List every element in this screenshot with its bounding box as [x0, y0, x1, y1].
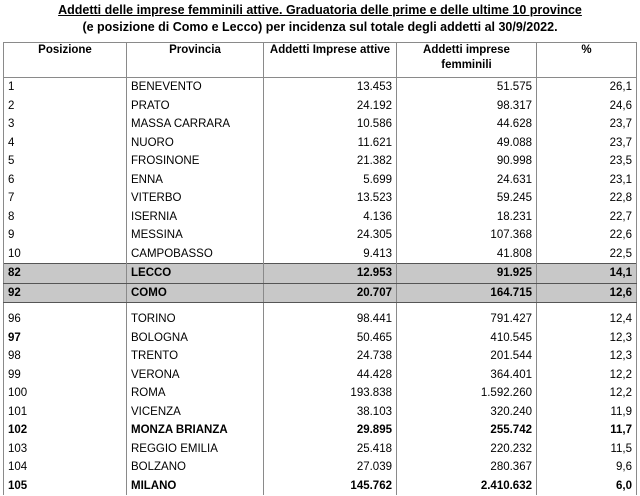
table-row [4, 477, 637, 496]
cell-posizione: 105 [4, 477, 127, 496]
cell-posizione: 10 [4, 245, 127, 264]
cell-addetti-femminili: 410.545 [397, 329, 537, 348]
table-body [4, 78, 637, 496]
cell-addetti-femminili: 320.240 [397, 403, 537, 422]
cell-addetti-femminili: 164.715 [397, 283, 537, 303]
cell-percent: 9,6 [537, 458, 637, 477]
cell-provincia: BOLOGNA [127, 329, 264, 348]
table-row [4, 245, 637, 264]
cell-addetti-femminili: 91.925 [397, 264, 537, 284]
cell-addetti-femminili: 98.317 [397, 97, 537, 116]
cell-posizione: 82 [4, 264, 127, 284]
table-header-row [4, 43, 637, 78]
cell-addetti-femminili: 59.245 [397, 189, 537, 208]
table-row [4, 366, 637, 385]
cell-percent: 24,6 [537, 97, 637, 116]
cell-addetti-attive: 50.465 [264, 329, 397, 348]
cell-percent: 22,8 [537, 189, 637, 208]
cell-percent: 14,1 [537, 264, 637, 284]
cell-percent: 22,6 [537, 226, 637, 245]
cell-addetti-attive: 25.418 [264, 440, 397, 459]
cell-addetti-femminili: 280.367 [397, 458, 537, 477]
cell-provincia: LECCO [127, 264, 264, 284]
cell-addetti-attive: 4.136 [264, 208, 397, 227]
cell-posizione: 8 [4, 208, 127, 227]
cell-addetti-femminili: 201.544 [397, 347, 537, 366]
separator-cell [537, 303, 637, 311]
table-row [4, 78, 637, 97]
table-row [4, 208, 637, 227]
cell-provincia: BOLZANO [127, 458, 264, 477]
cell-percent: 12,2 [537, 366, 637, 385]
cell-addetti-attive: 13.523 [264, 189, 397, 208]
cell-posizione: 102 [4, 421, 127, 440]
cell-addetti-attive: 193.838 [264, 384, 397, 403]
cell-addetti-attive: 5.699 [264, 171, 397, 190]
cell-percent: 23,5 [537, 152, 637, 171]
header-percent: % [537, 43, 637, 78]
separator-cell [264, 303, 397, 311]
cell-provincia: VITERBO [127, 189, 264, 208]
cell-percent: 12,4 [537, 310, 637, 329]
cell-posizione: 101 [4, 403, 127, 422]
separator-cell [4, 303, 127, 311]
cell-posizione: 104 [4, 458, 127, 477]
title-line-2: (e posizione di Como e Lecco) per incidenza sul totale degli addetti al 30/9/2022. [82, 20, 558, 34]
cell-percent: 11,5 [537, 440, 637, 459]
table-row [4, 403, 637, 422]
cell-addetti-attive: 24.305 [264, 226, 397, 245]
cell-posizione: 5 [4, 152, 127, 171]
cell-posizione: 6 [4, 171, 127, 190]
header-addetti-femminili: Addetti imprese femminili [397, 43, 537, 78]
header-provincia: Provincia [127, 43, 264, 78]
cell-percent: 12,3 [537, 329, 637, 348]
table-row [4, 97, 637, 116]
cell-percent: 26,1 [537, 78, 637, 97]
table-row [4, 152, 637, 171]
table-separator [4, 303, 637, 311]
cell-provincia: MESSINA [127, 226, 264, 245]
table-row [4, 115, 637, 134]
cell-provincia: NUORO [127, 134, 264, 153]
cell-provincia: REGGIO EMILIA [127, 440, 264, 459]
cell-addetti-attive: 12.953 [264, 264, 397, 284]
cell-posizione: 92 [4, 283, 127, 303]
cell-provincia: CAMPOBASSO [127, 245, 264, 264]
cell-addetti-femminili: 1.592.260 [397, 384, 537, 403]
cell-posizione: 9 [4, 226, 127, 245]
cell-addetti-attive: 27.039 [264, 458, 397, 477]
table-row [4, 329, 637, 348]
table-row [4, 189, 637, 208]
cell-addetti-attive: 24.738 [264, 347, 397, 366]
ranking-table [3, 42, 637, 495]
table-row [4, 310, 637, 329]
cell-posizione: 2 [4, 97, 127, 116]
cell-addetti-attive: 29.895 [264, 421, 397, 440]
cell-provincia: FROSINONE [127, 152, 264, 171]
table-row [4, 421, 637, 440]
cell-provincia: MILANO [127, 477, 264, 496]
cell-addetti-attive: 11.621 [264, 134, 397, 153]
cell-provincia: MONZA BRIANZA [127, 421, 264, 440]
cell-addetti-femminili: 107.368 [397, 226, 537, 245]
header-addetti-attive: Addetti Imprese attive [264, 43, 397, 78]
table-row [4, 226, 637, 245]
table-row [4, 171, 637, 190]
cell-percent: 6,0 [537, 477, 637, 496]
cell-percent: 22,7 [537, 208, 637, 227]
cell-addetti-femminili: 24.631 [397, 171, 537, 190]
cell-addetti-femminili: 90.998 [397, 152, 537, 171]
cell-percent: 11,7 [537, 421, 637, 440]
cell-addetti-femminili: 2.410.632 [397, 477, 537, 496]
document-title [0, 0, 640, 36]
cell-percent: 23,7 [537, 134, 637, 153]
cell-provincia: PRATO [127, 97, 264, 116]
cell-addetti-attive: 38.103 [264, 403, 397, 422]
title-line-1: Addetti delle imprese femminili attive. Graduatoria delle prime e delle ultime 10 province [58, 3, 582, 17]
table-row [4, 458, 637, 477]
cell-provincia: ISERNIA [127, 208, 264, 227]
cell-posizione: 4 [4, 134, 127, 153]
cell-addetti-femminili: 44.628 [397, 115, 537, 134]
cell-addetti-femminili: 364.401 [397, 366, 537, 385]
cell-posizione: 1 [4, 78, 127, 97]
cell-provincia: VERONA [127, 366, 264, 385]
cell-addetti-attive: 9.413 [264, 245, 397, 264]
cell-provincia: ENNA [127, 171, 264, 190]
cell-addetti-attive: 44.428 [264, 366, 397, 385]
cell-addetti-attive: 13.453 [264, 78, 397, 97]
cell-addetti-attive: 21.382 [264, 152, 397, 171]
cell-addetti-femminili: 49.088 [397, 134, 537, 153]
cell-percent: 12,2 [537, 384, 637, 403]
cell-posizione: 3 [4, 115, 127, 134]
cell-percent: 12,3 [537, 347, 637, 366]
table-row [4, 384, 637, 403]
separator-cell [127, 303, 264, 311]
table-row [4, 283, 637, 303]
cell-addetti-femminili: 41.808 [397, 245, 537, 264]
cell-posizione: 103 [4, 440, 127, 459]
cell-provincia: VICENZA [127, 403, 264, 422]
cell-provincia: TORINO [127, 310, 264, 329]
cell-addetti-attive: 24.192 [264, 97, 397, 116]
cell-provincia: TRENTO [127, 347, 264, 366]
cell-addetti-attive: 10.586 [264, 115, 397, 134]
table-row [4, 264, 637, 284]
cell-addetti-femminili: 791.427 [397, 310, 537, 329]
cell-provincia: MASSA CARRARA [127, 115, 264, 134]
cell-provincia: COMO [127, 283, 264, 303]
cell-percent: 23,7 [537, 115, 637, 134]
cell-addetti-attive: 98.441 [264, 310, 397, 329]
cell-addetti-attive: 145.762 [264, 477, 397, 496]
cell-posizione: 97 [4, 329, 127, 348]
cell-addetti-femminili: 51.575 [397, 78, 537, 97]
cell-provincia: BENEVENTO [127, 78, 264, 97]
separator-cell [397, 303, 537, 311]
cell-addetti-femminili: 18.231 [397, 208, 537, 227]
cell-percent: 12,6 [537, 283, 637, 303]
cell-percent: 23,1 [537, 171, 637, 190]
cell-addetti-attive: 20.707 [264, 283, 397, 303]
cell-addetti-femminili: 255.742 [397, 421, 537, 440]
table-row [4, 134, 637, 153]
cell-provincia: ROMA [127, 384, 264, 403]
table-row [4, 440, 637, 459]
cell-posizione: 7 [4, 189, 127, 208]
header-posizione: Posizione [4, 43, 127, 78]
cell-posizione: 100 [4, 384, 127, 403]
cell-posizione: 99 [4, 366, 127, 385]
cell-posizione: 96 [4, 310, 127, 329]
table-row [4, 347, 637, 366]
cell-percent: 11,9 [537, 403, 637, 422]
cell-posizione: 98 [4, 347, 127, 366]
cell-percent: 22,5 [537, 245, 637, 264]
cell-addetti-femminili: 220.232 [397, 440, 537, 459]
